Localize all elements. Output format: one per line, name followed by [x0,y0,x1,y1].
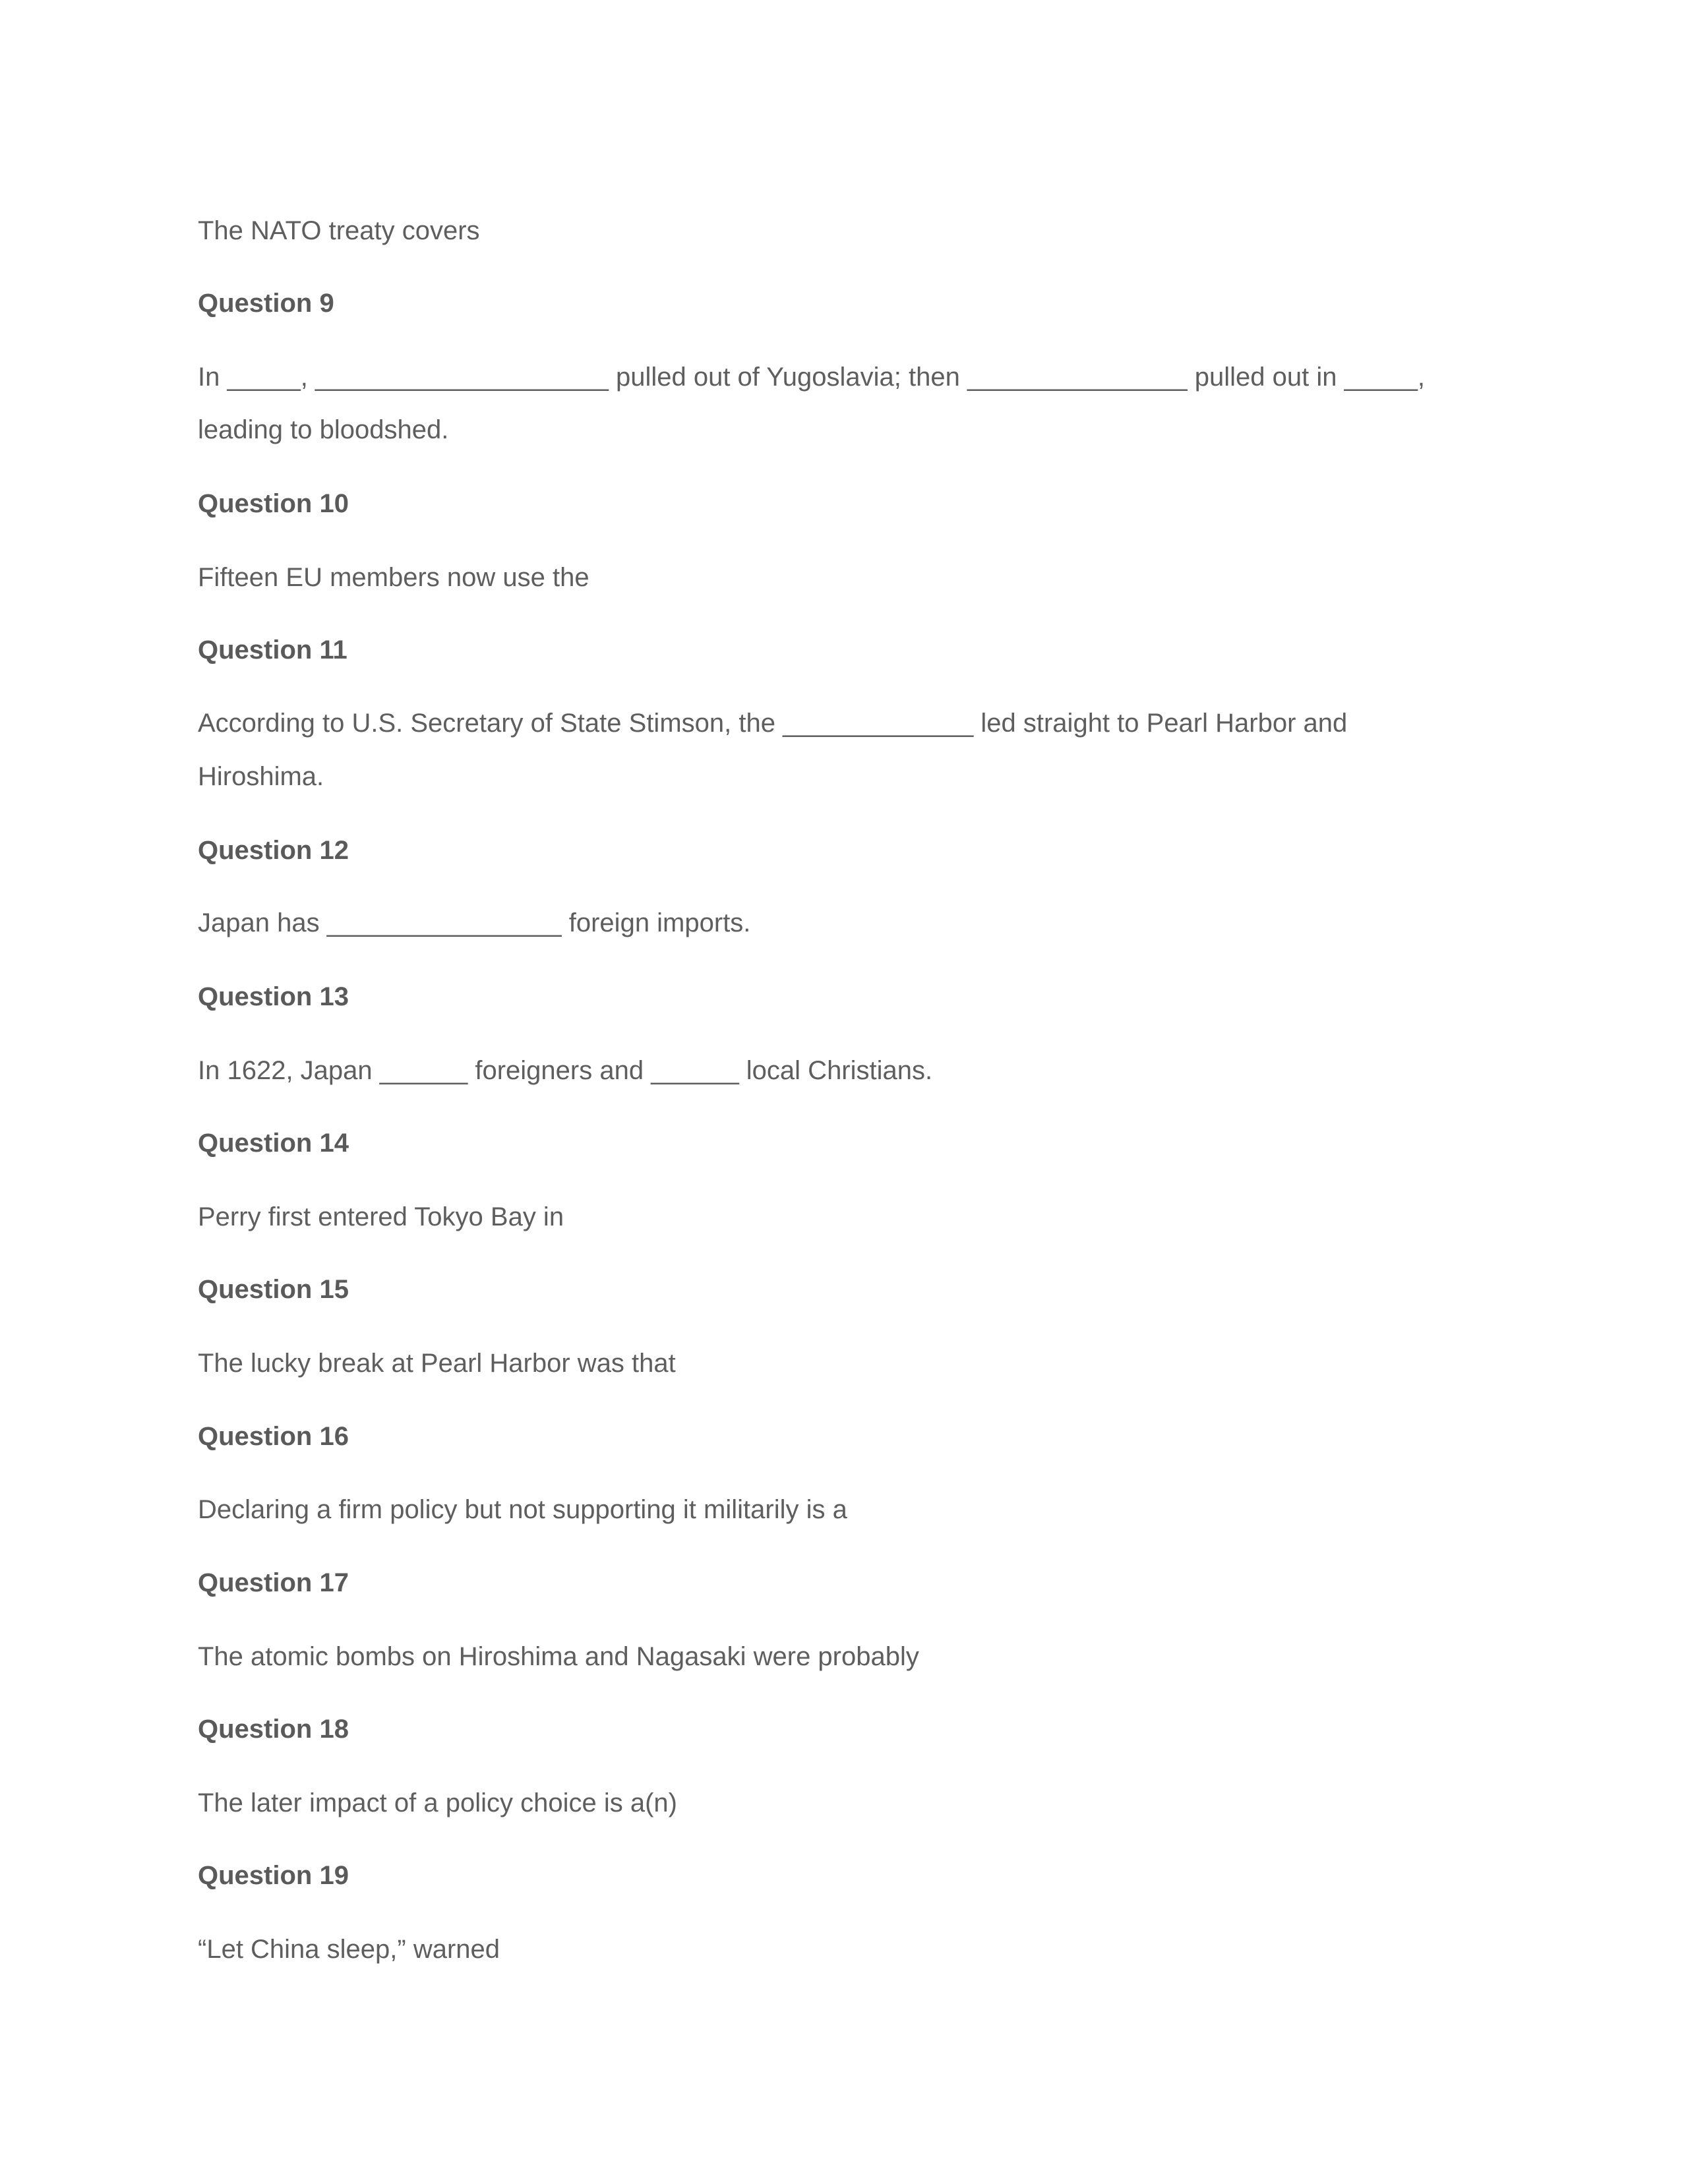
question-10-text: Fifteen EU members now use the [198,563,589,592]
question-15-text: The lucky break at Pearl Harbor was that [198,1349,676,1378]
question-14-text: Perry first entered Tokyo Bay in [198,1202,564,1231]
question-13-text: In 1622, Japan ______ foreigners and ______ local Christians. [198,1056,933,1085]
question-9-text-line-1: In _____, ____________________ pulled out of Yugoslavia; then _______________ pulled out in _____, [198,363,1425,392]
question-18-text: The later impact of a policy choice is a(n) [198,1788,677,1817]
question-15-heading: Question 15 [198,1275,349,1304]
question-9-heading: Question 9 [198,289,334,318]
intro-text: The NATO treaty covers [198,216,480,245]
question-11-heading: Question 11 [198,635,347,664]
question-17-text: The atomic bombs on Hiroshima and Nagasaki were probably [198,1642,919,1671]
question-16-text: Declaring a firm policy but not supporting it militarily is a [198,1495,847,1524]
document-page [198,0,1490,2184]
question-10-heading: Question 10 [198,489,349,518]
question-19-text: “Let China sleep,” warned [198,1935,500,1964]
question-12-heading: Question 12 [198,836,349,865]
question-16-heading: Question 16 [198,1422,349,1451]
question-9-text-line-2: leading to bloodshed. [198,415,449,444]
question-13-heading: Question 13 [198,982,349,1011]
question-12-text: Japan has ________________ foreign imports. [198,908,751,937]
question-17-heading: Question 17 [198,1568,349,1597]
question-11-text-line-1: According to U.S. Secretary of State Stimson, the _____________ led straight to Pearl Harbor and [198,709,1348,738]
question-18-heading: Question 18 [198,1715,349,1744]
question-19-heading: Question 19 [198,1861,349,1890]
question-11-text-line-2: Hiroshima. [198,762,324,791]
question-14-heading: Question 14 [198,1129,349,1158]
